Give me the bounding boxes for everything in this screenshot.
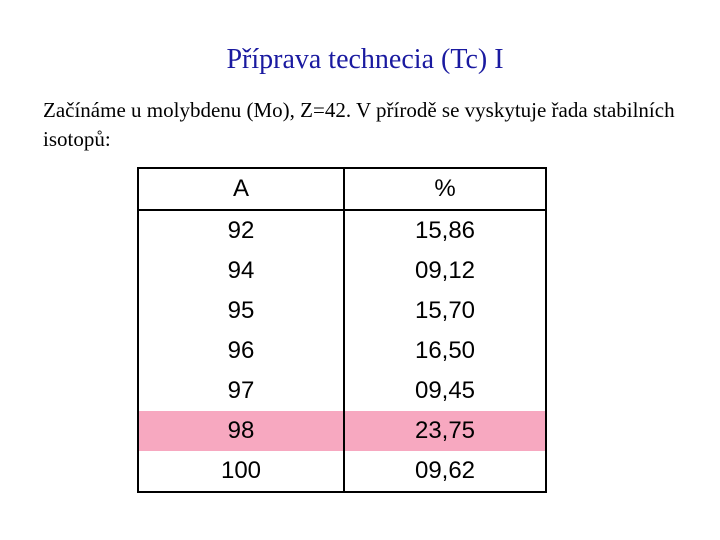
abundance-cell: 15,70 (344, 291, 546, 331)
table-row (138, 251, 546, 291)
table-row (138, 331, 546, 371)
abundance-cell: 23,75 (344, 411, 546, 451)
mass-number-cell: 94 (138, 251, 344, 291)
abundance-cell: 15,86 (344, 210, 546, 251)
intro-text: Začínáme u molybdenu (Mo), Z=42. V přírodě se vyskytuje řada stabilních isotopů: (43, 98, 675, 151)
mass-number-cell: 96 (138, 331, 344, 371)
mass-number-cell: 97 (138, 371, 344, 411)
header-mass-number: A (138, 168, 344, 210)
slide-title: Příprava technecia (Tc) I (226, 44, 504, 75)
mass-number-cell: 100 (138, 451, 344, 492)
abundance-cell: 09,62 (344, 451, 546, 492)
table-header-row (138, 168, 546, 210)
table-row-highlighted (138, 411, 546, 451)
abundance-cell: 16,50 (344, 331, 546, 371)
table-row (138, 210, 546, 251)
mass-number-cell: 92 (138, 210, 344, 251)
abundance-cell: 09,45 (344, 371, 546, 411)
mass-number-cell: 95 (138, 291, 344, 331)
header-percent: % (344, 168, 546, 210)
table-row (138, 371, 546, 411)
table-row (138, 451, 546, 492)
table-row (138, 291, 546, 331)
isotope-table (137, 167, 547, 493)
abundance-cell: 09,12 (344, 251, 546, 291)
mass-number-cell: 98 (138, 411, 344, 451)
